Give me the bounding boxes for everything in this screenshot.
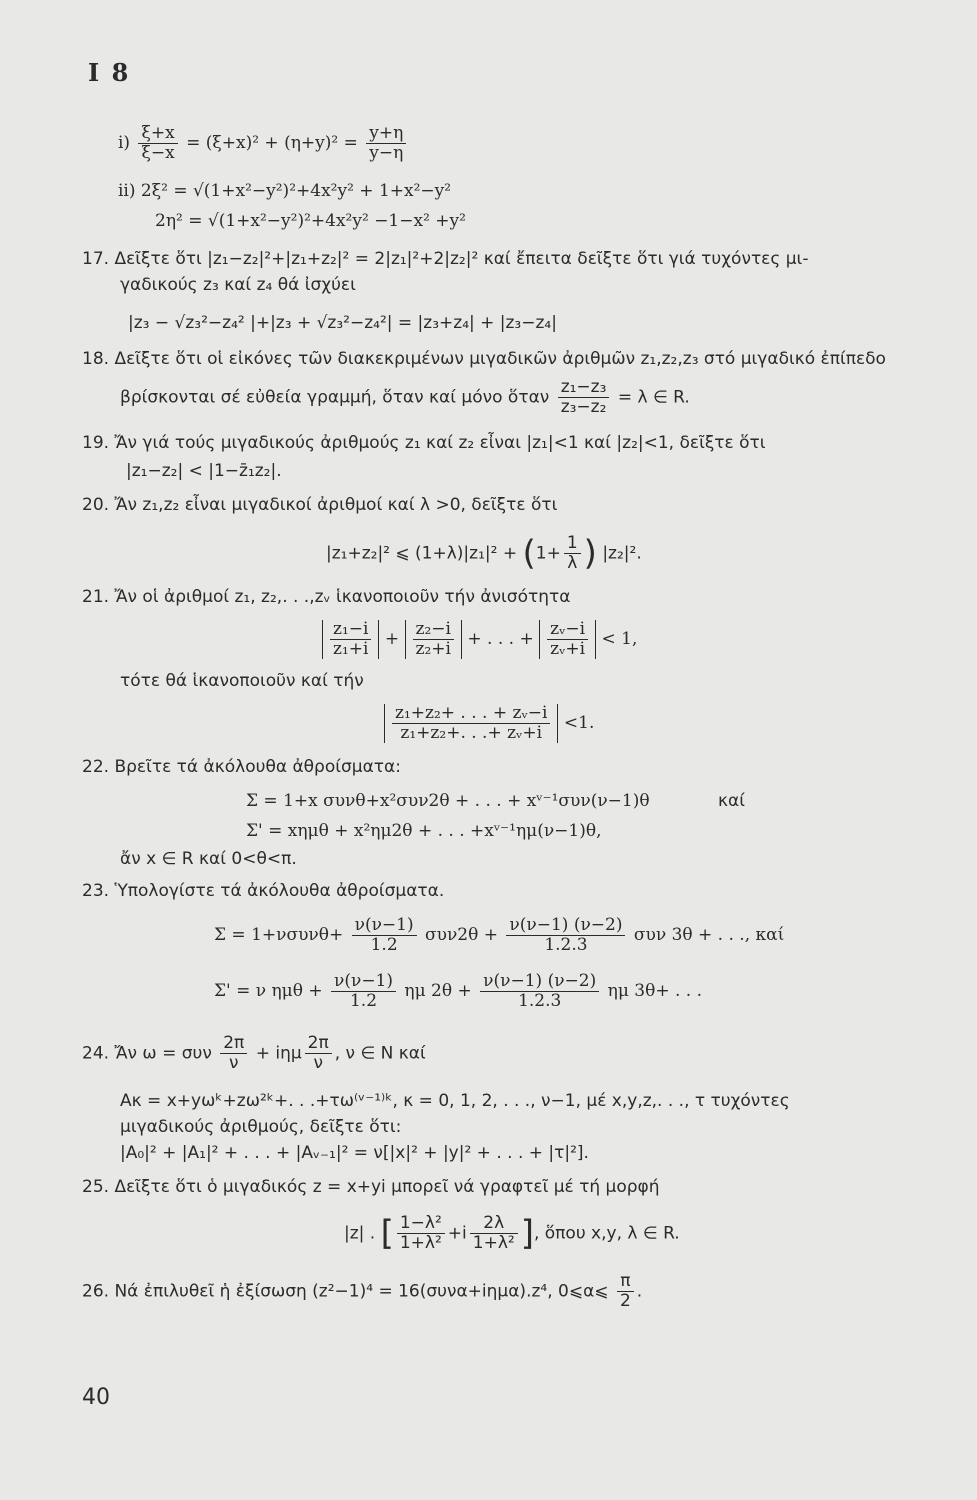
exercise-number: 19. — [82, 433, 110, 453]
exercise-24-line2: Aκ = x+yωᵏ+zω²ᵏ+. . .+τω⁽ᵛ⁻¹⁾ᵏ, κ = 0, 1, 2, . . ., ν−1, μέ x,y,z,. . ., τ τυχόντες — [120, 1091, 790, 1111]
fraction — [331, 972, 396, 1011]
exercise-number: 17. — [82, 249, 110, 269]
formula-part: +i — [447, 1223, 467, 1244]
formula-part: |z| . — [344, 1223, 376, 1244]
formula-part: Σ' = ν ημθ + — [214, 981, 323, 1001]
exercise-number: 23. — [82, 881, 110, 901]
formula-part: συν 3θ + . . ., καί — [633, 925, 785, 945]
eq-label: ii) — [118, 181, 136, 201]
numerator: z₂−i — [413, 620, 454, 640]
fraction — [330, 620, 371, 659]
denominator: z₂+i — [415, 639, 451, 659]
fraction — [617, 1272, 634, 1311]
denominator: 1+λ² — [472, 1233, 515, 1253]
denominator: ξ−x — [141, 143, 175, 163]
exercise-text: Ἄν γιά τούς μιγαδικούς ἀριθμούς z₁ καί z₂ εἶναι |z₁|<1 καί |z₂|<1, δεῖξτε ὅτι — [114, 433, 766, 453]
exercise-21-line1 — [82, 586, 570, 608]
eq-text: 2ξ² = √(1+x²−y²)²+4x²y² + 1+x²−y² — [140, 181, 452, 201]
bracket-close: ] — [520, 1213, 534, 1254]
exercise-22-sum1: Σ = 1+x συνθ+x²συν2θ + . . . + xᵛ⁻¹συν(ν−1)θ — [246, 791, 650, 811]
denominator: 1.2 — [349, 991, 378, 1011]
fraction — [506, 916, 625, 955]
equation-i — [118, 124, 409, 163]
numerator: zᵥ−i — [547, 620, 588, 640]
fraction — [392, 704, 550, 743]
exercise-21-inequality — [322, 620, 637, 659]
formula-part: Σ = 1+νσυνθ+ — [214, 925, 344, 945]
inequality-tail: <1. — [563, 713, 595, 733]
exercise-text: Νά ἐπιλυθεῖ ἡ ἐξίσωση (z²−1)⁴ = 16(συνα+iημα).z⁴, 0⩽α⩽ — [114, 1281, 609, 1302]
exercise-18-line1 — [82, 348, 886, 370]
denominator: y−η — [369, 143, 404, 163]
exercise-text: Βρεῖτε τά ἀκόλουθα ἀθροίσματα: — [114, 757, 401, 777]
numerator: ν(ν−1) (ν−2) — [506, 916, 625, 936]
exercise-22-sum1-tail: καί — [718, 791, 745, 811]
denominator: ν — [229, 1053, 239, 1073]
exercise-21-line2: τότε θά ἱκανοποιοῦν καί τήν — [120, 671, 364, 691]
fraction — [547, 620, 588, 659]
formula-part: , ν ∈ N καί — [334, 1043, 426, 1064]
chapter-header: I 8 — [88, 58, 131, 87]
equation-ii-line1 — [118, 180, 451, 202]
exercise-21-inequality2 — [384, 704, 594, 743]
exercise-number: 25. — [82, 1177, 110, 1197]
exercise-number: 22. — [82, 757, 110, 777]
denominator: 1.2.3 — [518, 991, 562, 1011]
fraction — [352, 916, 417, 955]
fraction — [564, 534, 581, 573]
dots: + . . . + — [467, 629, 534, 649]
numerator: z₁−z₃ — [558, 378, 610, 398]
formula-part: συν2θ + — [425, 925, 499, 945]
denominator: 1.2.3 — [544, 935, 588, 955]
fraction — [397, 1214, 445, 1253]
fraction — [366, 124, 406, 163]
exercise-24-line3: μιγαδικούς ἀριθμούς, δεῖξτε ὅτι: — [120, 1117, 402, 1137]
numerator: ξ+x — [138, 124, 177, 144]
exercise-26-line1 — [82, 1272, 642, 1311]
fraction — [413, 620, 454, 659]
exercise-17-line1 — [82, 248, 808, 270]
numerator: z₁−i — [330, 620, 371, 640]
exercise-number: 20. — [82, 495, 110, 515]
formula-part: , ὅπου x,y, λ ∈ R. — [533, 1223, 680, 1244]
formula-part: |z₁+z₂|² ⩽ (1+λ)|z₁|² + — [326, 543, 518, 564]
exercise-text: βρίσκονται σέ εὐθεία γραμμή, ὅταν καί μόνο ὅταν — [120, 387, 550, 408]
numerator: π — [617, 1272, 634, 1292]
numerator: ν(ν−1) — [352, 916, 417, 936]
formula-part: + iημ — [255, 1043, 302, 1064]
exercise-text: Δεῖξτε ὅτι |z₁−z₂|²+|z₁+z₂|² = 2|z₁|²+2|z₂|² καί ἔπειτα δεῖξτε ὅτι γιά τυχόντες μι- — [114, 249, 809, 269]
formula-part: Ἄν ω = συν — [114, 1043, 212, 1064]
formula-part: ημ 3θ+ . . . — [607, 981, 702, 1001]
exercise-text: Δεῖξτε ὅτι οἱ εἰκόνες τῶν διακεκριμένων μιγαδικῶν ἀριθμῶν z₁,z₂,z₃ στό μιγαδικό ἐπίπεδο — [114, 349, 886, 369]
exercise-22-line1 — [82, 756, 401, 778]
denominator: z₁+z₂+. . .+ zᵥ+i — [400, 723, 543, 743]
exercise-23-line1 — [82, 880, 444, 902]
numerator: 1 — [564, 534, 581, 554]
exercise-number: 21. — [82, 587, 110, 607]
exercise-number: 26. — [82, 1281, 110, 1302]
exercise-text: Ἄν οἱ ἀριθμοί z₁, z₂,. . .,zᵥ ἱκανοποιοῦν τήν ἀνισότητα — [114, 587, 571, 607]
formula-part: ημ 2θ + — [404, 981, 472, 1001]
exercise-19-line1 — [82, 432, 766, 454]
exercise-24-line4: |A₀|² + |A₁|² + . . . + |Aᵥ₋₁|² = ν[|x|² + |y|² + . . . + |τ|²]. — [120, 1143, 589, 1163]
paren-open: ( — [522, 533, 536, 574]
numerator: 2π — [220, 1034, 247, 1054]
numerator: ν(ν−1) (ν−2) — [480, 972, 599, 992]
formula-part: |z₂|². — [602, 543, 642, 564]
exercise-text: Δεῖξτε ὅτι ὁ μιγαδικός z = x+yi μπορεῖ νά γραφτεῖ μέ τή μορφή — [114, 1177, 660, 1197]
denominator: 2 — [619, 1291, 631, 1311]
numerator: 1−λ² — [397, 1214, 445, 1234]
exercise-22-sum2: Σ' = xημθ + x²ημ2θ + . . . +xᵛ⁻¹ημ(ν−1)θ, — [246, 821, 602, 841]
denominator: ν — [313, 1053, 323, 1073]
abs-value — [384, 704, 558, 743]
inequality-tail: < 1, — [601, 629, 638, 649]
page-number: 40 — [82, 1385, 110, 1410]
denominator: 1+λ² — [399, 1233, 442, 1253]
fraction — [558, 378, 610, 417]
fraction — [138, 124, 177, 163]
numerator: y+η — [366, 124, 406, 144]
numerator: 2π — [305, 1034, 332, 1054]
numerator: ν(ν−1) — [331, 972, 396, 992]
paren-close: ) — [583, 533, 597, 574]
exercise-20-line1 — [82, 494, 557, 516]
numerator: 2λ — [470, 1214, 518, 1234]
exercise-25-line1 — [82, 1176, 660, 1198]
exercise-20-formula — [326, 534, 642, 573]
abs-value — [322, 620, 379, 659]
fraction — [220, 1034, 247, 1073]
fraction — [480, 972, 599, 1011]
exercise-number: 24. — [82, 1043, 110, 1064]
exercise-25-formula — [344, 1214, 680, 1253]
abs-value — [405, 620, 462, 659]
exercise-number: 18. — [82, 349, 110, 369]
exercise-19-line2: |z₁−z₂| < |1−z̄₁z₂|. — [126, 461, 282, 481]
exercise-text: . — [636, 1281, 643, 1302]
exercise-17-formula: |z₃ − √z₃²−z₄² |+|z₃ + √z₃²−z₄²| = |z₃+z₄| + |z₃−z₄| — [128, 313, 557, 333]
exercise-text: = λ ∈ R. — [617, 387, 690, 408]
equation-ii-line2: 2η² = √(1+x²−y²)²+4x²y² −1−x² +y² — [155, 211, 466, 231]
denominator: z₁+i — [333, 639, 369, 659]
exercise-17-line2: γαδικούς z₃ καί z₄ θά ἰσχύει — [120, 275, 356, 295]
bracket-open: [ — [380, 1213, 394, 1254]
fraction — [470, 1214, 518, 1253]
formula-part: 1+ — [535, 543, 561, 564]
denominator: zᵥ+i — [550, 639, 586, 659]
exercise-22-condition: ἄν x ∈ R καί 0<θ<π. — [120, 849, 297, 869]
eq-label: i) — [118, 133, 131, 153]
fraction — [305, 1034, 332, 1073]
exercise-18-line2 — [120, 378, 690, 417]
eq-middle: = (ξ+x)² + (η+y)² = — [186, 133, 358, 153]
numerator: z₁+z₂+ . . . + zᵥ−i — [392, 704, 550, 724]
exercise-24-line1 — [82, 1034, 426, 1073]
denominator: z₃−z₂ — [560, 397, 607, 417]
plus: + — [384, 629, 400, 649]
exercise-23-sum1 — [214, 916, 784, 955]
exercise-text: Ἄν z₁,z₂ εἶναι μιγαδικοί ἀριθμοί καί λ >0, δεῖξτε ὅτι — [114, 495, 558, 515]
abs-value — [539, 620, 596, 659]
exercise-text: Ὑπολογίστε τά ἀκόλουθα ἀθροίσματα. — [114, 881, 445, 901]
denominator: λ — [567, 553, 578, 573]
exercise-23-sum2 — [214, 972, 702, 1011]
denominator: 1.2 — [370, 935, 398, 955]
